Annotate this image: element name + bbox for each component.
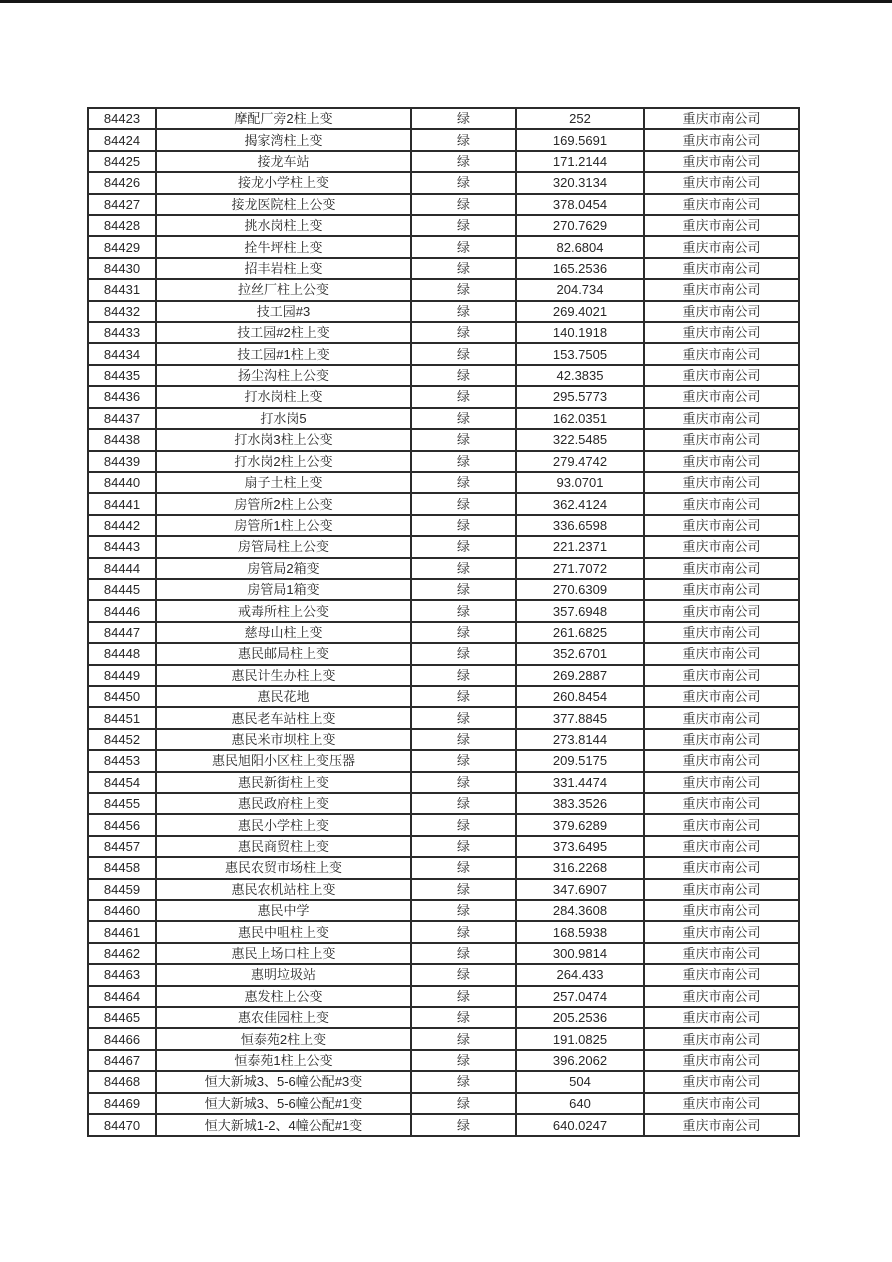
cell-name: 惠民老车站柱上变: [156, 707, 411, 728]
cell-name: 惠农佳园柱上变: [156, 1007, 411, 1028]
cell-value: 383.3526: [516, 793, 644, 814]
cell-status: 绿: [411, 279, 516, 300]
cell-name: 打水岗2柱上公变: [156, 451, 411, 472]
cell-company: 重庆市南公司: [644, 986, 799, 1007]
cell-company: 重庆市南公司: [644, 643, 799, 664]
cell-value: 42.3835: [516, 365, 644, 386]
cell-status: 绿: [411, 1114, 516, 1136]
table-row: [88, 707, 799, 728]
cell-status: 绿: [411, 1007, 516, 1028]
cell-name: 惠民米市坝柱上变: [156, 729, 411, 750]
cell-company: 重庆市南公司: [644, 279, 799, 300]
cell-id: 84450: [88, 686, 156, 707]
cell-id: 84437: [88, 408, 156, 429]
cell-id: 84457: [88, 836, 156, 857]
cell-name: 拴牛坪柱上变: [156, 236, 411, 257]
cell-id: 84458: [88, 857, 156, 878]
cell-name: 恒大新城3、5-6幢公配#1变: [156, 1093, 411, 1114]
cell-id: 84430: [88, 258, 156, 279]
cell-status: 绿: [411, 579, 516, 600]
cell-value: 271.7072: [516, 558, 644, 579]
cell-value: 379.6289: [516, 814, 644, 835]
cell-status: 绿: [411, 301, 516, 322]
cell-company: 重庆市南公司: [644, 1050, 799, 1071]
cell-name: 惠民计生办柱上变: [156, 665, 411, 686]
cell-id: 84463: [88, 964, 156, 985]
cell-name: 房管局2箱变: [156, 558, 411, 579]
cell-status: 绿: [411, 921, 516, 942]
table-row: [88, 386, 799, 407]
cell-company: 重庆市南公司: [644, 258, 799, 279]
table-row: [88, 258, 799, 279]
cell-name: 扇子土柱上变: [156, 472, 411, 493]
cell-value: 257.0474: [516, 986, 644, 1007]
cell-id: 84425: [88, 151, 156, 172]
table-row: [88, 343, 799, 364]
cell-id: 84435: [88, 365, 156, 386]
cell-id: 84446: [88, 600, 156, 621]
cell-status: 绿: [411, 943, 516, 964]
cell-company: 重庆市南公司: [644, 1028, 799, 1049]
cell-company: 重庆市南公司: [644, 365, 799, 386]
page-top-edge-line: [0, 0, 892, 3]
cell-id: 84445: [88, 579, 156, 600]
cell-value: 322.5485: [516, 429, 644, 450]
cell-company: 重庆市南公司: [644, 386, 799, 407]
cell-value: 273.8144: [516, 729, 644, 750]
cell-status: 绿: [411, 1071, 516, 1092]
cell-status: 绿: [411, 172, 516, 193]
cell-status: 绿: [411, 493, 516, 514]
table-row: [88, 900, 799, 921]
cell-company: 重庆市南公司: [644, 729, 799, 750]
cell-id: 84464: [88, 986, 156, 1007]
cell-name: 接龙小学柱上变: [156, 172, 411, 193]
cell-status: 绿: [411, 1093, 516, 1114]
cell-name: 技工园#2柱上变: [156, 322, 411, 343]
cell-company: 重庆市南公司: [644, 1007, 799, 1028]
cell-value: 352.6701: [516, 643, 644, 664]
cell-name: 惠明垃圾站: [156, 964, 411, 985]
table-row: [88, 172, 799, 193]
cell-value: 316.2268: [516, 857, 644, 878]
cell-company: 重庆市南公司: [644, 579, 799, 600]
cell-value: 640: [516, 1093, 644, 1114]
table-row: [88, 1007, 799, 1028]
table-row: [88, 600, 799, 621]
cell-id: 84444: [88, 558, 156, 579]
cell-status: 绿: [411, 429, 516, 450]
cell-id: 84455: [88, 793, 156, 814]
cell-id: 84448: [88, 643, 156, 664]
cell-name: 拉丝厂柱上公变: [156, 279, 411, 300]
cell-company: 重庆市南公司: [644, 836, 799, 857]
cell-value: 269.2887: [516, 665, 644, 686]
cell-id: 84469: [88, 1093, 156, 1114]
cell-value: 162.0351: [516, 408, 644, 429]
cell-value: 378.0454: [516, 194, 644, 215]
cell-name: 接龙医院柱上公变: [156, 194, 411, 215]
table-row: [88, 365, 799, 386]
cell-value: 640.0247: [516, 1114, 644, 1136]
cell-name: 惠民农机站柱上变: [156, 879, 411, 900]
table-row: [88, 857, 799, 878]
table-row: [88, 986, 799, 1007]
cell-company: 重庆市南公司: [644, 943, 799, 964]
cell-company: 重庆市南公司: [644, 600, 799, 621]
cell-company: 重庆市南公司: [644, 129, 799, 150]
table-row: [88, 515, 799, 536]
cell-status: 绿: [411, 857, 516, 878]
table-row: [88, 665, 799, 686]
cell-id: 84441: [88, 493, 156, 514]
cell-value: 165.2536: [516, 258, 644, 279]
cell-id: 84431: [88, 279, 156, 300]
cell-name: 恒泰苑2柱上变: [156, 1028, 411, 1049]
cell-value: 347.6907: [516, 879, 644, 900]
cell-name: 惠民中学: [156, 900, 411, 921]
cell-value: 82.6804: [516, 236, 644, 257]
cell-name: 技工园#3: [156, 301, 411, 322]
cell-name: 惠民花地: [156, 686, 411, 707]
cell-name: 接龙车站: [156, 151, 411, 172]
cell-status: 绿: [411, 536, 516, 557]
cell-id: 84461: [88, 921, 156, 942]
cell-value: 331.4474: [516, 772, 644, 793]
cell-id: 84434: [88, 343, 156, 364]
cell-id: 84451: [88, 707, 156, 728]
cell-id: 84467: [88, 1050, 156, 1071]
table-row: [88, 472, 799, 493]
table-row: [88, 943, 799, 964]
cell-status: 绿: [411, 472, 516, 493]
cell-value: 504: [516, 1071, 644, 1092]
cell-status: 绿: [411, 836, 516, 857]
table-row: [88, 408, 799, 429]
table-row: [88, 301, 799, 322]
table-row: [88, 129, 799, 150]
cell-id: 84443: [88, 536, 156, 557]
table-row: [88, 793, 799, 814]
table-row: [88, 236, 799, 257]
cell-name: 惠民上场口柱上变: [156, 943, 411, 964]
cell-name: 房管局柱上公变: [156, 536, 411, 557]
cell-name: 恒大新城1-2、4幢公配#1变: [156, 1114, 411, 1136]
table-row: [88, 814, 799, 835]
table-row: [88, 772, 799, 793]
cell-company: 重庆市南公司: [644, 665, 799, 686]
table-row: [88, 836, 799, 857]
cell-value: 168.5938: [516, 921, 644, 942]
table-row: [88, 643, 799, 664]
cell-company: 重庆市南公司: [644, 707, 799, 728]
cell-value: 93.0701: [516, 472, 644, 493]
cell-status: 绿: [411, 515, 516, 536]
cell-name: 惠民小学柱上变: [156, 814, 411, 835]
cell-status: 绿: [411, 108, 516, 129]
cell-value: 140.1918: [516, 322, 644, 343]
cell-id: 84439: [88, 451, 156, 472]
cell-name: 揭家湾柱上变: [156, 129, 411, 150]
cell-company: 重庆市南公司: [644, 1071, 799, 1092]
cell-status: 绿: [411, 879, 516, 900]
cell-status: 绿: [411, 322, 516, 343]
cell-company: 重庆市南公司: [644, 301, 799, 322]
cell-status: 绿: [411, 622, 516, 643]
cell-status: 绿: [411, 986, 516, 1007]
cell-name: 打水岗3柱上公变: [156, 429, 411, 450]
cell-id: 84423: [88, 108, 156, 129]
cell-value: 377.8845: [516, 707, 644, 728]
cell-company: 重庆市南公司: [644, 536, 799, 557]
cell-company: 重庆市南公司: [644, 879, 799, 900]
cell-status: 绿: [411, 365, 516, 386]
cell-name: 惠民邮局柱上变: [156, 643, 411, 664]
cell-id: 84449: [88, 665, 156, 686]
cell-value: 284.3608: [516, 900, 644, 921]
table-row: [88, 729, 799, 750]
cell-company: 重庆市南公司: [644, 921, 799, 942]
cell-company: 重庆市南公司: [644, 322, 799, 343]
cell-name: 惠民旭阳小区柱上变压器: [156, 750, 411, 771]
cell-id: 84460: [88, 900, 156, 921]
cell-company: 重庆市南公司: [644, 108, 799, 129]
cell-value: 209.5175: [516, 750, 644, 771]
cell-value: 320.3134: [516, 172, 644, 193]
records-table: [87, 107, 800, 1137]
cell-name: 惠民商贸柱上变: [156, 836, 411, 857]
table-row: [88, 879, 799, 900]
cell-id: 84440: [88, 472, 156, 493]
cell-name: 惠民中咀柱上变: [156, 921, 411, 942]
cell-company: 重庆市南公司: [644, 1114, 799, 1136]
cell-name: 戒毒所柱上公变: [156, 600, 411, 621]
cell-name: 技工园#1柱上变: [156, 343, 411, 364]
cell-status: 绿: [411, 558, 516, 579]
cell-id: 84454: [88, 772, 156, 793]
cell-company: 重庆市南公司: [644, 857, 799, 878]
cell-value: 270.7629: [516, 215, 644, 236]
cell-status: 绿: [411, 451, 516, 472]
table-row: [88, 921, 799, 942]
cell-status: 绿: [411, 964, 516, 985]
table-row: [88, 279, 799, 300]
cell-company: 重庆市南公司: [644, 429, 799, 450]
table-row: [88, 1093, 799, 1114]
cell-status: 绿: [411, 1050, 516, 1071]
table-body: [88, 108, 799, 1136]
cell-value: 191.0825: [516, 1028, 644, 1049]
cell-name: 打水岗柱上变: [156, 386, 411, 407]
cell-value: 279.4742: [516, 451, 644, 472]
cell-id: 84428: [88, 215, 156, 236]
cell-name: 扬尘沟柱上公变: [156, 365, 411, 386]
cell-value: 205.2536: [516, 1007, 644, 1028]
cell-id: 84459: [88, 879, 156, 900]
table-row: [88, 1028, 799, 1049]
table-row: [88, 108, 799, 129]
cell-value: 396.2062: [516, 1050, 644, 1071]
cell-company: 重庆市南公司: [644, 451, 799, 472]
cell-id: 84429: [88, 236, 156, 257]
cell-name: 惠发柱上公变: [156, 986, 411, 1007]
cell-company: 重庆市南公司: [644, 493, 799, 514]
cell-name: 摩配厂旁2柱上变: [156, 108, 411, 129]
cell-name: 房管所1柱上公变: [156, 515, 411, 536]
cell-company: 重庆市南公司: [644, 151, 799, 172]
cell-status: 绿: [411, 129, 516, 150]
cell-id: 84470: [88, 1114, 156, 1136]
cell-company: 重庆市南公司: [644, 964, 799, 985]
cell-value: 295.5773: [516, 386, 644, 407]
table-row: [88, 1071, 799, 1092]
cell-name: 惠民农贸市场柱上变: [156, 857, 411, 878]
cell-id: 84452: [88, 729, 156, 750]
table-row: [88, 536, 799, 557]
cell-status: 绿: [411, 386, 516, 407]
cell-value: 169.5691: [516, 129, 644, 150]
cell-company: 重庆市南公司: [644, 814, 799, 835]
cell-status: 绿: [411, 643, 516, 664]
cell-status: 绿: [411, 408, 516, 429]
cell-id: 84468: [88, 1071, 156, 1092]
cell-status: 绿: [411, 1028, 516, 1049]
cell-name: 招丰岩柱上变: [156, 258, 411, 279]
cell-id: 84442: [88, 515, 156, 536]
cell-value: 252: [516, 108, 644, 129]
cell-company: 重庆市南公司: [644, 750, 799, 771]
cell-status: 绿: [411, 772, 516, 793]
table-row: [88, 1050, 799, 1071]
table-row: [88, 622, 799, 643]
cell-id: 84462: [88, 943, 156, 964]
cell-id: 84433: [88, 322, 156, 343]
table-row: [88, 686, 799, 707]
cell-value: 204.734: [516, 279, 644, 300]
cell-id: 84424: [88, 129, 156, 150]
table-row: [88, 215, 799, 236]
cell-name: 慈母山柱上变: [156, 622, 411, 643]
table-row: [88, 579, 799, 600]
cell-id: 84426: [88, 172, 156, 193]
cell-status: 绿: [411, 194, 516, 215]
cell-id: 84436: [88, 386, 156, 407]
cell-value: 373.6495: [516, 836, 644, 857]
cell-status: 绿: [411, 750, 516, 771]
cell-id: 84438: [88, 429, 156, 450]
cell-status: 绿: [411, 215, 516, 236]
cell-status: 绿: [411, 686, 516, 707]
table-row: [88, 194, 799, 215]
cell-id: 84465: [88, 1007, 156, 1028]
cell-value: 362.4124: [516, 493, 644, 514]
table-row: [88, 1114, 799, 1136]
cell-status: 绿: [411, 600, 516, 621]
cell-name: 打水岗5: [156, 408, 411, 429]
table-row: [88, 750, 799, 771]
cell-value: 261.6825: [516, 622, 644, 643]
cell-value: 171.2144: [516, 151, 644, 172]
cell-id: 84447: [88, 622, 156, 643]
cell-company: 重庆市南公司: [644, 558, 799, 579]
table-row: [88, 964, 799, 985]
cell-company: 重庆市南公司: [644, 900, 799, 921]
cell-status: 绿: [411, 343, 516, 364]
cell-status: 绿: [411, 707, 516, 728]
cell-status: 绿: [411, 900, 516, 921]
cell-name: 恒泰苑1柱上公变: [156, 1050, 411, 1071]
cell-value: 300.9814: [516, 943, 644, 964]
cell-name: 挑水岗柱上变: [156, 215, 411, 236]
cell-company: 重庆市南公司: [644, 793, 799, 814]
cell-value: 264.433: [516, 964, 644, 985]
cell-name: 惠民新街柱上变: [156, 772, 411, 793]
cell-company: 重庆市南公司: [644, 772, 799, 793]
cell-status: 绿: [411, 729, 516, 750]
cell-value: 260.8454: [516, 686, 644, 707]
cell-name: 惠民政府柱上变: [156, 793, 411, 814]
cell-company: 重庆市南公司: [644, 172, 799, 193]
cell-company: 重庆市南公司: [644, 515, 799, 536]
cell-company: 重庆市南公司: [644, 215, 799, 236]
cell-status: 绿: [411, 814, 516, 835]
cell-status: 绿: [411, 151, 516, 172]
cell-value: 269.4021: [516, 301, 644, 322]
cell-value: 336.6598: [516, 515, 644, 536]
table-row: [88, 429, 799, 450]
cell-status: 绿: [411, 665, 516, 686]
table-row: [88, 151, 799, 172]
cell-value: 153.7505: [516, 343, 644, 364]
cell-name: 恒大新城3、5-6幢公配#3变: [156, 1071, 411, 1092]
table-row: [88, 558, 799, 579]
cell-company: 重庆市南公司: [644, 194, 799, 215]
cell-company: 重庆市南公司: [644, 686, 799, 707]
cell-value: 357.6948: [516, 600, 644, 621]
cell-id: 84432: [88, 301, 156, 322]
cell-name: 房管所2柱上公变: [156, 493, 411, 514]
cell-company: 重庆市南公司: [644, 472, 799, 493]
cell-status: 绿: [411, 236, 516, 257]
cell-company: 重庆市南公司: [644, 408, 799, 429]
cell-id: 84427: [88, 194, 156, 215]
cell-company: 重庆市南公司: [644, 343, 799, 364]
cell-value: 221.2371: [516, 536, 644, 557]
cell-status: 绿: [411, 793, 516, 814]
table-row: [88, 451, 799, 472]
cell-id: 84456: [88, 814, 156, 835]
cell-value: 270.6309: [516, 579, 644, 600]
cell-company: 重庆市南公司: [644, 236, 799, 257]
table-row: [88, 322, 799, 343]
cell-company: 重庆市南公司: [644, 1093, 799, 1114]
cell-company: 重庆市南公司: [644, 622, 799, 643]
cell-name: 房管局1箱变: [156, 579, 411, 600]
cell-id: 84466: [88, 1028, 156, 1049]
cell-id: 84453: [88, 750, 156, 771]
cell-status: 绿: [411, 258, 516, 279]
table-row: [88, 493, 799, 514]
